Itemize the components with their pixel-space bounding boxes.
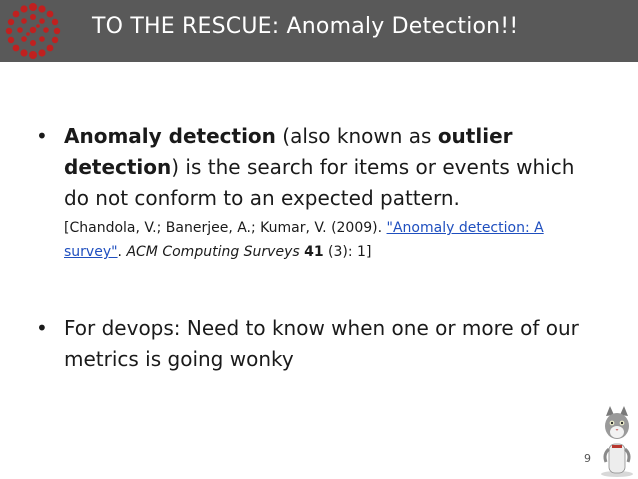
citation-issue: (3): 1]	[323, 244, 372, 260]
bullet-body: For devops: Need to know when one or more of our metrics is going wonky	[64, 316, 579, 371]
title-bar	[0, 0, 638, 62]
bullet-devops	[38, 313, 598, 375]
bullet-anomaly-definition	[38, 121, 598, 264]
citation-journal: ACM Computing Surveys	[126, 244, 300, 260]
spiral-logo-icon	[4, 2, 62, 60]
term-outlier-detection: outlier detection	[64, 124, 513, 179]
cat-mascot-icon	[598, 404, 636, 478]
citation	[64, 216, 598, 264]
bullet-body	[38, 121, 598, 264]
citation-separator: .	[117, 244, 127, 260]
text-part: ) is the search for items or events which do not conform to an expected pattern.	[64, 155, 575, 210]
slide-title: TO THE RESCUE: Anomaly Detection!!	[92, 14, 519, 39]
bullet-dot: •	[36, 316, 48, 340]
text-part: (also known as	[275, 124, 438, 148]
citation-link[interactable]: "Anomaly detection: A survey"	[64, 220, 544, 260]
term-anomaly-detection: Anomaly detection	[64, 124, 276, 148]
page-number: 9	[584, 452, 591, 465]
citation-volume: 41	[304, 244, 324, 260]
bullet-dot: •	[36, 124, 48, 148]
citation-authors: [Chandola, V.; Banerjee, A.; Kumar, V. (2009).	[64, 220, 387, 236]
